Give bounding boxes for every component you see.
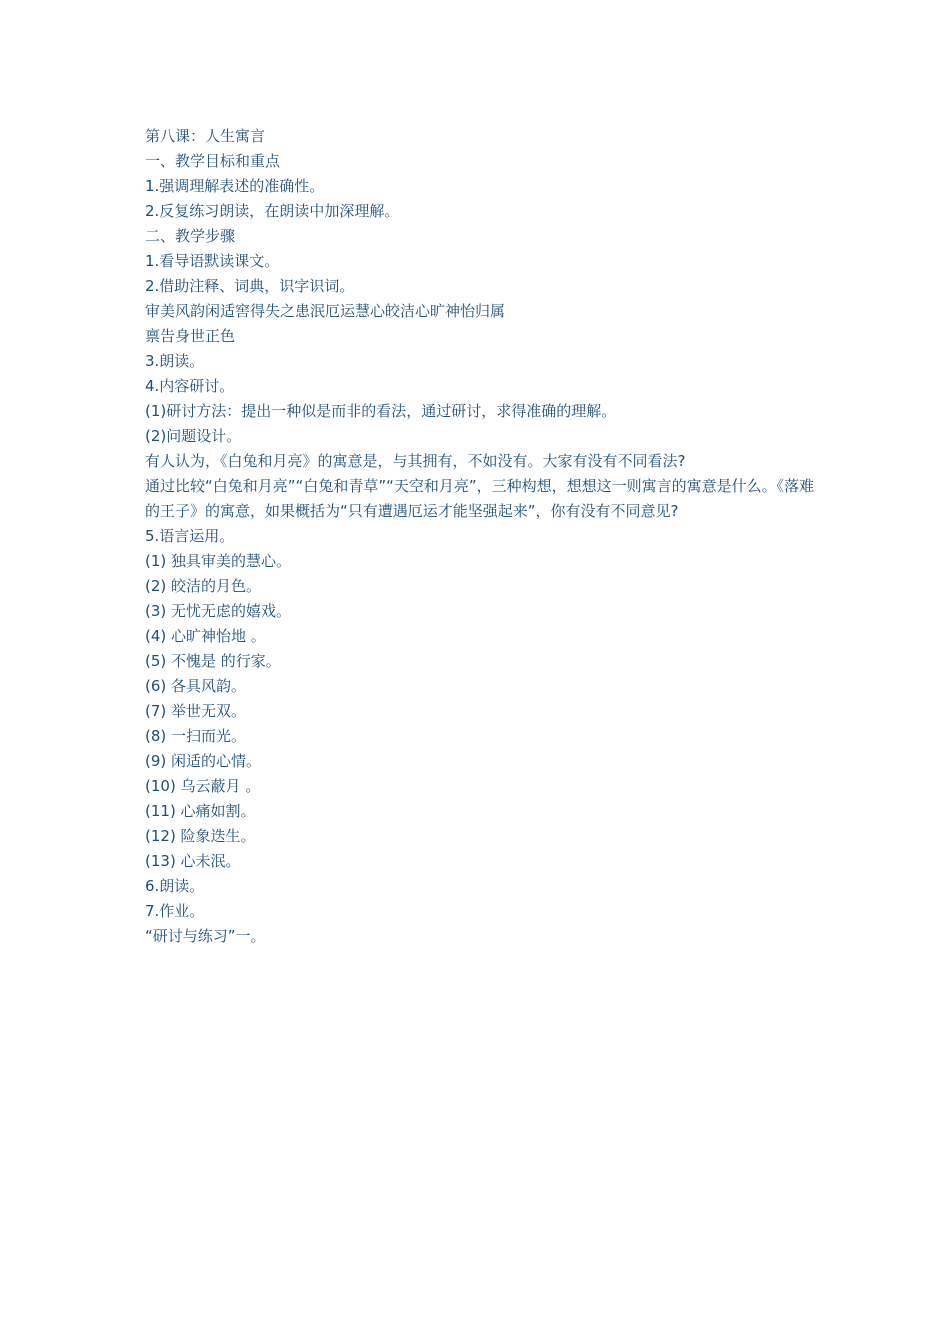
language-item: (11) 心痛如割。 (145, 802, 256, 820)
language-item: (7) 举世无双。 (145, 702, 247, 720)
language-item: (2) 皎洁的月色。 (145, 577, 262, 595)
section-heading-steps: 二、教学步骤 (145, 227, 236, 245)
discussion-question: 有人认为，《白兔和月亮》的寓意是，与其拥有，不如没有。大家有没有不同看法? (145, 452, 686, 470)
discussion-design: (2)问题设计。 (145, 427, 242, 445)
step-item: 4.内容研讨。 (145, 377, 235, 395)
language-item: (8) 一扫而光。 (145, 727, 247, 745)
language-item: (13) 心未泯。 (145, 852, 241, 870)
goal-item: 1.强调理解表述的准确性。 (145, 177, 325, 195)
step-item: 6.朗读。 (145, 877, 205, 895)
section-heading-goals: 一、教学目标和重点 (145, 152, 281, 170)
vocabulary-line: 禀告身世正色 (145, 327, 236, 345)
language-item: (3) 无忧无虑的嬉戏。 (145, 602, 292, 620)
step-item: 3.朗读。 (145, 352, 205, 370)
step-item: 5.语言运用。 (145, 527, 235, 545)
discussion-paragraph: 通过比较“白兔和月亮”“白兔和青草”“天空和月亮”，三种构想，想想这一则寓言的寓意是什么。《落难的王子》的寓意，如果概括为“只有遭遇厄运才能坚强起来”，你有没有不同意见? (145, 477, 815, 520)
goal-item: 2.反复练习朗读，在朗读中加深理解。 (145, 202, 400, 220)
step-item: 1.看导语默读课文。 (145, 252, 280, 270)
homework-line: “研讨与练习”一。 (145, 927, 266, 945)
vocabulary-line: 审美风韵闲适窖得失之患泯厄运慧心皎洁心旷神怡归属 (145, 302, 506, 320)
language-item: (6) 各具风韵。 (145, 677, 247, 695)
step-item: 7.作业。 (145, 902, 205, 920)
language-item: (12) 险象迭生。 (145, 827, 256, 845)
language-item: (9) 闲适的心情。 (145, 752, 262, 770)
language-item: (10) 乌云蔽月 。 (145, 777, 261, 795)
language-item: (4) 心旷神怡地 。 (145, 627, 266, 645)
discussion-method: (1)研讨方法：提出一种似是而非的看法，通过研讨，求得准确的理解。 (145, 402, 617, 420)
document-title: 第八课：人生寓言 (145, 127, 266, 145)
language-item: (1) 独具审美的慧心。 (145, 552, 292, 570)
language-item: (5) 不愧是 的行家。 (145, 652, 281, 670)
step-item: 2.借助注释、词典，识字识词。 (145, 277, 355, 295)
document-body (145, 124, 815, 949)
